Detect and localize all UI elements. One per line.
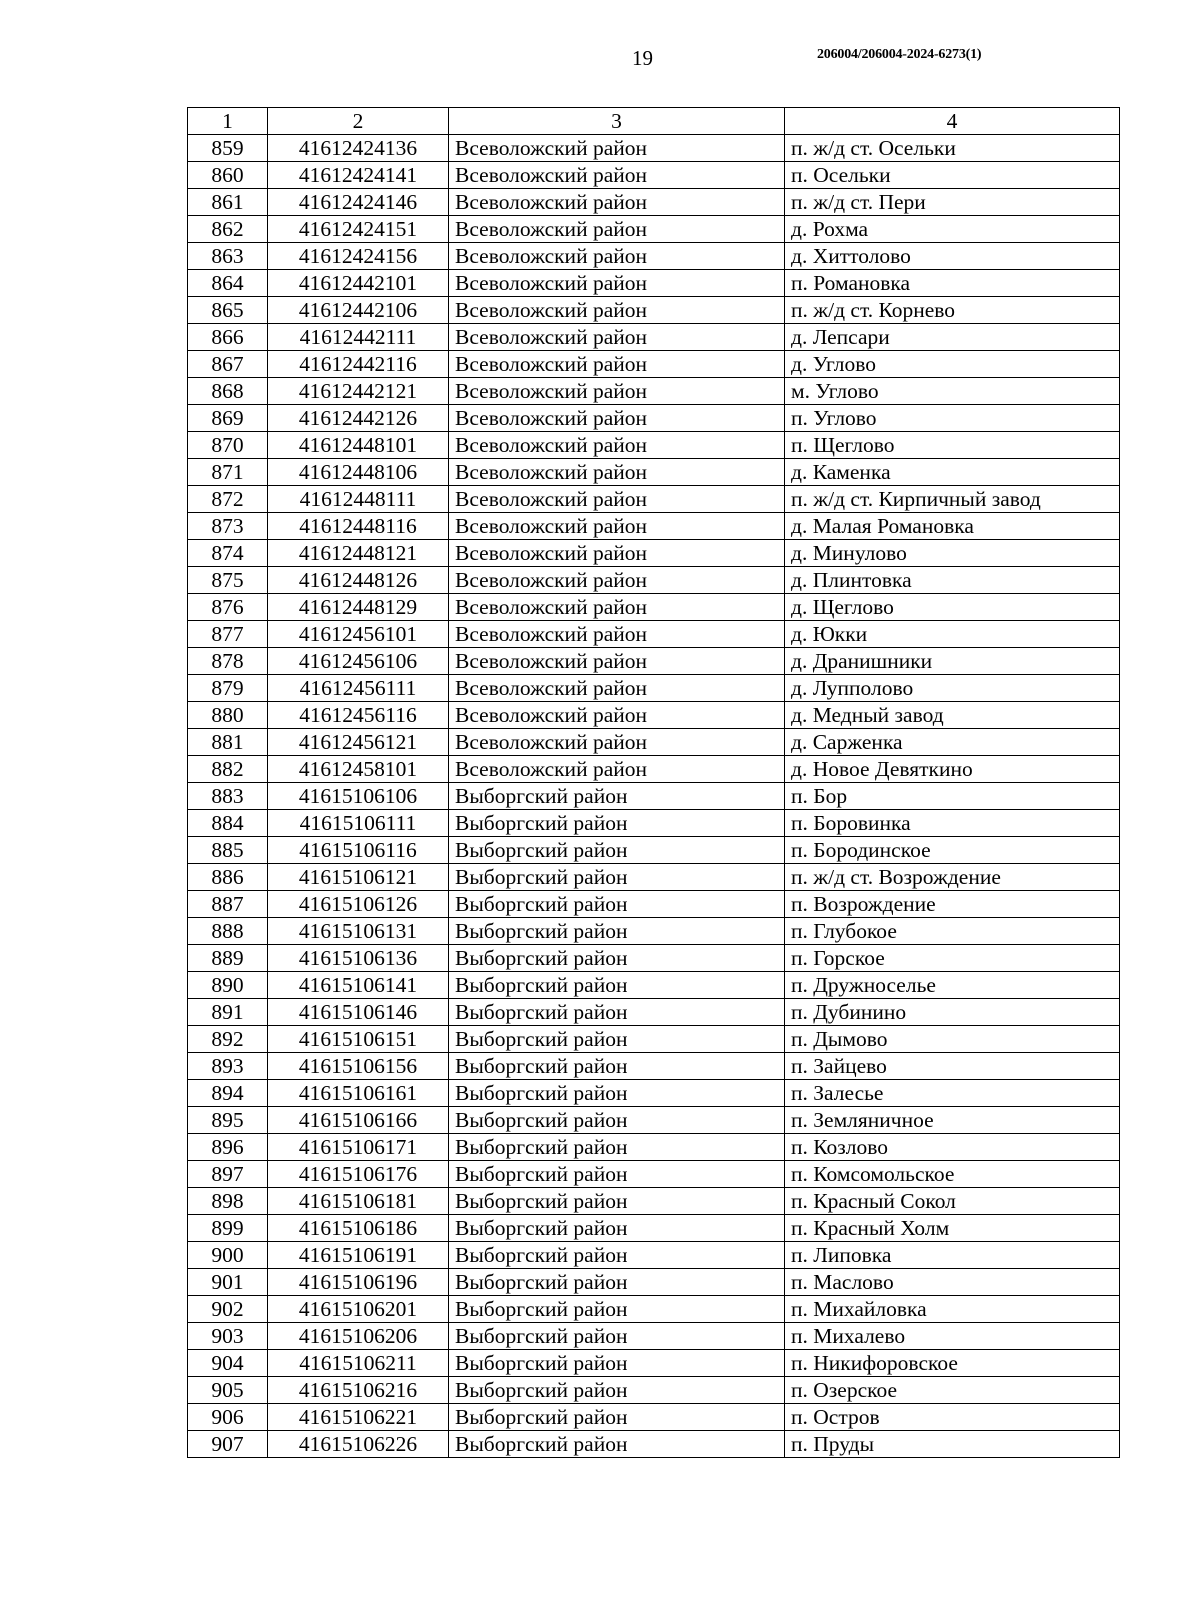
okato-code-cell: 41615106211 — [268, 1350, 449, 1377]
district-cell: Выборгский район — [449, 783, 785, 810]
settlement-cell: п. Бор — [785, 783, 1120, 810]
table-row — [188, 486, 1120, 513]
okato-code-cell: 41615106151 — [268, 1026, 449, 1053]
district-cell: Всеволожский район — [449, 594, 785, 621]
district-cell: Всеволожский район — [449, 621, 785, 648]
column-header-1: 1 — [188, 108, 268, 135]
settlement-cell: д. Лупполово — [785, 675, 1120, 702]
row-number-cell: 902 — [188, 1296, 268, 1323]
row-number-cell: 887 — [188, 891, 268, 918]
row-number-cell: 862 — [188, 216, 268, 243]
table-header — [188, 108, 1120, 135]
row-number-cell: 870 — [188, 432, 268, 459]
district-cell: Выборгский район — [449, 1242, 785, 1269]
okato-code-cell: 41615106111 — [268, 810, 449, 837]
okato-code-cell: 41612424141 — [268, 162, 449, 189]
settlement-cell: п. Маслово — [785, 1269, 1120, 1296]
table-row — [188, 270, 1120, 297]
okato-code-cell: 41615106131 — [268, 918, 449, 945]
district-cell: Всеволожский район — [449, 459, 785, 486]
row-number-cell: 864 — [188, 270, 268, 297]
row-number-cell: 863 — [188, 243, 268, 270]
row-number-cell: 865 — [188, 297, 268, 324]
district-cell: Выборгский район — [449, 1134, 785, 1161]
okato-code-cell: 41615106221 — [268, 1404, 449, 1431]
row-number-cell: 868 — [188, 378, 268, 405]
settlement-cell: д. Минулово — [785, 540, 1120, 567]
okato-code-cell: 41612442101 — [268, 270, 449, 297]
settlement-cell: п. Никифоровское — [785, 1350, 1120, 1377]
settlement-cell: м. Углово — [785, 378, 1120, 405]
settlement-cell: п. ж/д ст. Кирпичный завод — [785, 486, 1120, 513]
okato-code-cell: 41615106136 — [268, 945, 449, 972]
row-number-cell: 873 — [188, 513, 268, 540]
table-row — [188, 1053, 1120, 1080]
okato-code-cell: 41612424156 — [268, 243, 449, 270]
okato-code-cell: 41615106206 — [268, 1323, 449, 1350]
district-cell: Выборгский район — [449, 1215, 785, 1242]
settlement-cell: п. Красный Холм — [785, 1215, 1120, 1242]
settlement-cell: п. Пруды — [785, 1431, 1120, 1458]
district-cell: Выборгский район — [449, 864, 785, 891]
table-row — [188, 243, 1120, 270]
district-cell: Выборгский район — [449, 999, 785, 1026]
row-number-cell: 886 — [188, 864, 268, 891]
table-row — [188, 1080, 1120, 1107]
document-code: 206004/206004-2024-6273(1) — [817, 47, 982, 62]
row-number-cell: 877 — [188, 621, 268, 648]
settlement-cell: п. Зайцево — [785, 1053, 1120, 1080]
table-row — [188, 216, 1120, 243]
district-cell: Выборгский район — [449, 1377, 785, 1404]
okato-code-cell: 41615106196 — [268, 1269, 449, 1296]
table-row — [188, 945, 1120, 972]
okato-code-cell: 41615106216 — [268, 1377, 449, 1404]
district-cell: Выборгский район — [449, 1161, 785, 1188]
district-cell: Всеволожский район — [449, 351, 785, 378]
row-number-cell: 884 — [188, 810, 268, 837]
row-number-cell: 906 — [188, 1404, 268, 1431]
okato-code-cell: 41612448121 — [268, 540, 449, 567]
table-row — [188, 729, 1120, 756]
district-cell: Всеволожский район — [449, 567, 785, 594]
settlement-cell: п. Дубинино — [785, 999, 1120, 1026]
settlement-cell: п. Бородинское — [785, 837, 1120, 864]
settlement-cell: п. Щеглово — [785, 432, 1120, 459]
district-cell: Выборгский район — [449, 1404, 785, 1431]
district-cell: Выборгский район — [449, 1107, 785, 1134]
settlement-cell: п. ж/д ст. Осельки — [785, 135, 1120, 162]
settlement-cell: д. Лепсари — [785, 324, 1120, 351]
okato-code-cell: 41615106166 — [268, 1107, 449, 1134]
settlement-cell: п. ж/д ст. Возрождение — [785, 864, 1120, 891]
table-row — [188, 297, 1120, 324]
okato-code-cell: 41615106226 — [268, 1431, 449, 1458]
settlement-cell: д. Плинтовка — [785, 567, 1120, 594]
district-cell: Всеволожский район — [449, 189, 785, 216]
table-row — [188, 378, 1120, 405]
table-row — [188, 1269, 1120, 1296]
okato-code-cell: 41615106146 — [268, 999, 449, 1026]
row-number-cell: 899 — [188, 1215, 268, 1242]
row-number-cell: 896 — [188, 1134, 268, 1161]
district-cell: Выборгский район — [449, 1350, 785, 1377]
table-row — [188, 1350, 1120, 1377]
okato-code-cell: 41615106186 — [268, 1215, 449, 1242]
district-cell: Всеволожский район — [449, 486, 785, 513]
district-cell: Всеволожский район — [449, 378, 785, 405]
settlement-cell: д. Хиттолово — [785, 243, 1120, 270]
row-number-cell: 861 — [188, 189, 268, 216]
table-row — [188, 972, 1120, 999]
district-cell: Всеволожский район — [449, 540, 785, 567]
district-cell: Всеволожский район — [449, 756, 785, 783]
settlement-cell: п. Глубокое — [785, 918, 1120, 945]
row-number-cell: 871 — [188, 459, 268, 486]
settlement-cell: п. Остров — [785, 1404, 1120, 1431]
table-row — [188, 918, 1120, 945]
row-number-cell: 881 — [188, 729, 268, 756]
district-cell: Всеволожский район — [449, 675, 785, 702]
table-row — [188, 810, 1120, 837]
settlement-cell: д. Дранишники — [785, 648, 1120, 675]
okato-code-cell: 41612448116 — [268, 513, 449, 540]
district-cell: Выборгский район — [449, 1431, 785, 1458]
table-row — [188, 1431, 1120, 1458]
district-cell: Всеволожский район — [449, 405, 785, 432]
table-row — [188, 1188, 1120, 1215]
district-cell: Всеволожский район — [449, 243, 785, 270]
table-row — [188, 135, 1120, 162]
row-number-cell: 867 — [188, 351, 268, 378]
okato-code-cell: 41612448126 — [268, 567, 449, 594]
table-row — [188, 513, 1120, 540]
row-number-cell: 866 — [188, 324, 268, 351]
district-cell: Всеволожский район — [449, 729, 785, 756]
settlement-cell: п. Озерское — [785, 1377, 1120, 1404]
header-row — [188, 108, 1120, 135]
table-row — [188, 540, 1120, 567]
district-cell: Выборгский район — [449, 1188, 785, 1215]
settlement-cell: п. Боровинка — [785, 810, 1120, 837]
okato-code-cell: 41615106201 — [268, 1296, 449, 1323]
table-row — [188, 189, 1120, 216]
table-row — [188, 1215, 1120, 1242]
okato-code-cell: 41615106171 — [268, 1134, 449, 1161]
district-cell: Всеволожский район — [449, 432, 785, 459]
table-row — [188, 459, 1120, 486]
district-cell: Выборгский район — [449, 972, 785, 999]
table-row — [188, 432, 1120, 459]
table-row — [188, 621, 1120, 648]
okato-code-cell: 41612456106 — [268, 648, 449, 675]
district-cell: Всеволожский район — [449, 216, 785, 243]
table-row — [188, 1161, 1120, 1188]
table-row — [188, 1377, 1120, 1404]
settlement-cell: п. Козлово — [785, 1134, 1120, 1161]
row-number-cell: 903 — [188, 1323, 268, 1350]
row-number-cell: 895 — [188, 1107, 268, 1134]
column-header-4: 4 — [785, 108, 1120, 135]
row-number-cell: 880 — [188, 702, 268, 729]
table-row — [188, 324, 1120, 351]
settlement-cell: д. Каменка — [785, 459, 1120, 486]
column-header-3: 3 — [449, 108, 785, 135]
table-row — [188, 864, 1120, 891]
settlement-cell: п. Горское — [785, 945, 1120, 972]
okato-code-cell: 41612448129 — [268, 594, 449, 621]
row-number-cell: 901 — [188, 1269, 268, 1296]
row-number-cell: 897 — [188, 1161, 268, 1188]
page-number: 19 — [632, 46, 653, 70]
settlement-cell: д. Щеглово — [785, 594, 1120, 621]
settlement-cell: п. Липовка — [785, 1242, 1120, 1269]
okato-code-cell: 41615106156 — [268, 1053, 449, 1080]
row-number-cell: 898 — [188, 1188, 268, 1215]
table-row — [188, 756, 1120, 783]
okato-code-cell: 41612448106 — [268, 459, 449, 486]
row-number-cell: 892 — [188, 1026, 268, 1053]
okato-code-cell: 41615106161 — [268, 1080, 449, 1107]
okato-code-cell: 41615106121 — [268, 864, 449, 891]
okato-code-cell: 41612448101 — [268, 432, 449, 459]
row-number-cell: 875 — [188, 567, 268, 594]
okato-code-cell: 41612442126 — [268, 405, 449, 432]
district-cell: Выборгский район — [449, 810, 785, 837]
okato-code-cell: 41612442106 — [268, 297, 449, 324]
settlement-cell: п. Углово — [785, 405, 1120, 432]
table-row — [188, 594, 1120, 621]
okato-code-cell: 41612424151 — [268, 216, 449, 243]
okato-code-cell: 41612456116 — [268, 702, 449, 729]
row-number-cell: 889 — [188, 945, 268, 972]
okato-code-cell: 41612442121 — [268, 378, 449, 405]
row-number-cell: 869 — [188, 405, 268, 432]
row-number-cell: 904 — [188, 1350, 268, 1377]
settlement-cell: п. Михайловка — [785, 1296, 1120, 1323]
row-number-cell: 883 — [188, 783, 268, 810]
settlement-cell: п. Осельки — [785, 162, 1120, 189]
settlement-cell: п. Комсомольское — [785, 1161, 1120, 1188]
row-number-cell: 860 — [188, 162, 268, 189]
row-number-cell: 900 — [188, 1242, 268, 1269]
settlement-cell: п. Залесье — [785, 1080, 1120, 1107]
row-number-cell: 885 — [188, 837, 268, 864]
settlement-cell: д. Новое Девяткино — [785, 756, 1120, 783]
row-number-cell: 891 — [188, 999, 268, 1026]
row-number-cell: 894 — [188, 1080, 268, 1107]
row-number-cell: 876 — [188, 594, 268, 621]
okato-code-cell: 41615106176 — [268, 1161, 449, 1188]
table-row — [188, 405, 1120, 432]
row-number-cell: 874 — [188, 540, 268, 567]
table-row — [188, 1404, 1120, 1431]
okato-code-cell: 41612424136 — [268, 135, 449, 162]
table-row — [188, 351, 1120, 378]
column-header-2: 2 — [268, 108, 449, 135]
okato-code-cell: 41612456101 — [268, 621, 449, 648]
okato-code-cell: 41615106106 — [268, 783, 449, 810]
row-number-cell: 879 — [188, 675, 268, 702]
row-number-cell: 905 — [188, 1377, 268, 1404]
row-number-cell: 878 — [188, 648, 268, 675]
district-cell: Выборгский район — [449, 1026, 785, 1053]
district-cell: Всеволожский район — [449, 324, 785, 351]
settlement-cell: д. Углово — [785, 351, 1120, 378]
settlement-cell: д. Рохма — [785, 216, 1120, 243]
district-cell: Выборгский район — [449, 891, 785, 918]
row-number-cell: 890 — [188, 972, 268, 999]
settlement-cell: п. Михалево — [785, 1323, 1120, 1350]
table-row — [188, 837, 1120, 864]
table-row — [188, 675, 1120, 702]
row-number-cell: 888 — [188, 918, 268, 945]
table-row — [188, 1242, 1120, 1269]
settlement-cell: п. Дружноселье — [785, 972, 1120, 999]
settlement-cell: д. Сарженка — [785, 729, 1120, 756]
settlement-cell: д. Юкки — [785, 621, 1120, 648]
okato-code-cell: 41615106191 — [268, 1242, 449, 1269]
district-cell: Выборгский район — [449, 1080, 785, 1107]
district-cell: Всеволожский район — [449, 270, 785, 297]
district-cell: Выборгский район — [449, 1296, 785, 1323]
okato-code-cell: 41612458101 — [268, 756, 449, 783]
okato-code-cell: 41615106116 — [268, 837, 449, 864]
district-cell: Всеволожский район — [449, 513, 785, 540]
okato-code-cell: 41612456111 — [268, 675, 449, 702]
okato-code-cell: 41615106126 — [268, 891, 449, 918]
table-row — [188, 999, 1120, 1026]
table-body — [188, 135, 1120, 1458]
okato-code-cell: 41612424146 — [268, 189, 449, 216]
settlement-cell: д. Малая Романовка — [785, 513, 1120, 540]
district-cell: Выборгский район — [449, 1053, 785, 1080]
settlement-cell: д. Медный завод — [785, 702, 1120, 729]
okato-code-cell: 41615106181 — [268, 1188, 449, 1215]
district-cell: Всеволожский район — [449, 162, 785, 189]
district-cell: Выборгский район — [449, 1323, 785, 1350]
okato-code-cell: 41612448111 — [268, 486, 449, 513]
row-number-cell: 872 — [188, 486, 268, 513]
okato-code-cell: 41612442116 — [268, 351, 449, 378]
settlement-cell: п. Возрождение — [785, 891, 1120, 918]
table-row — [188, 648, 1120, 675]
district-cell: Всеволожский район — [449, 702, 785, 729]
district-cell: Выборгский район — [449, 918, 785, 945]
settlement-cell: п. ж/д ст. Пери — [785, 189, 1120, 216]
okato-code-cell: 41612442111 — [268, 324, 449, 351]
okato-code-cell: 41612456121 — [268, 729, 449, 756]
district-cell: Выборгский район — [449, 1269, 785, 1296]
table-row — [188, 1296, 1120, 1323]
table-row — [188, 1323, 1120, 1350]
district-cell: Всеволожский район — [449, 648, 785, 675]
table-row — [188, 1107, 1120, 1134]
district-cell: Выборгский район — [449, 837, 785, 864]
table-row — [188, 567, 1120, 594]
settlement-registry-table — [187, 107, 1120, 1458]
table-row — [188, 702, 1120, 729]
row-number-cell: 859 — [188, 135, 268, 162]
settlement-cell: п. ж/д ст. Корнево — [785, 297, 1120, 324]
table-row — [188, 891, 1120, 918]
district-cell: Выборгский район — [449, 945, 785, 972]
table-row — [188, 1026, 1120, 1053]
settlement-cell: п. Дымово — [785, 1026, 1120, 1053]
district-cell: Всеволожский район — [449, 135, 785, 162]
district-cell: Всеволожский район — [449, 297, 785, 324]
row-number-cell: 907 — [188, 1431, 268, 1458]
row-number-cell: 893 — [188, 1053, 268, 1080]
table-row — [188, 1134, 1120, 1161]
okato-code-cell: 41615106141 — [268, 972, 449, 999]
settlement-cell: п. Красный Сокол — [785, 1188, 1120, 1215]
table-row — [188, 783, 1120, 810]
table-row — [188, 162, 1120, 189]
settlement-cell: п. Романовка — [785, 270, 1120, 297]
settlement-cell: п. Земляничное — [785, 1107, 1120, 1134]
row-number-cell: 882 — [188, 756, 268, 783]
